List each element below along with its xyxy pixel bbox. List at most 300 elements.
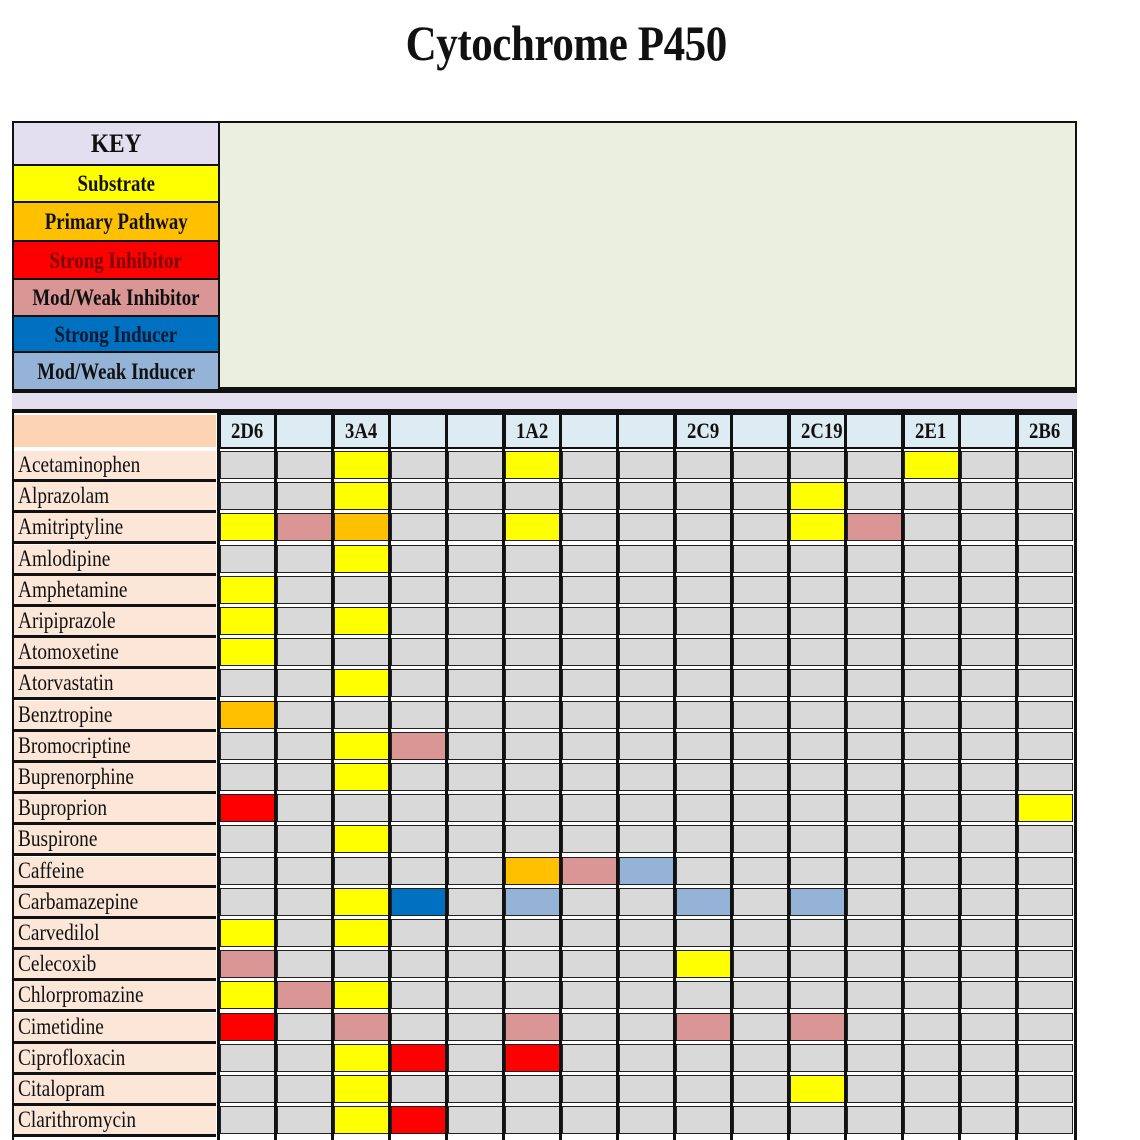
cell-mod-weak-inhibitor — [220, 950, 275, 978]
cell-empty — [961, 576, 1016, 604]
cell-substrate — [334, 669, 389, 697]
drug-name: Clarithromycin — [14, 1106, 216, 1134]
cell-empty — [562, 1106, 617, 1134]
cell-empty — [277, 732, 332, 760]
cell-empty — [619, 732, 674, 760]
cell-empty — [1018, 950, 1073, 978]
cell-empty — [961, 669, 1016, 697]
cell-empty — [562, 919, 617, 947]
cell-empty — [505, 919, 560, 947]
cell-empty — [448, 701, 503, 729]
cell-empty — [562, 981, 617, 1009]
cell-empty — [391, 981, 446, 1009]
cell-substrate — [220, 607, 275, 635]
cell-empty — [562, 794, 617, 822]
cell-empty — [448, 451, 503, 479]
cell-empty — [733, 638, 788, 666]
grid-vline — [388, 413, 391, 1140]
cell-empty — [562, 732, 617, 760]
cell-mod-weak-inhibitor — [847, 513, 902, 541]
cell-empty — [562, 1013, 617, 1041]
cell-empty — [619, 607, 674, 635]
cell-empty — [847, 669, 902, 697]
cell-empty — [1018, 1013, 1073, 1041]
cell-empty — [790, 732, 845, 760]
cell-empty — [904, 732, 959, 760]
cell-empty — [676, 763, 731, 791]
cell-empty — [904, 607, 959, 635]
cell-empty — [904, 638, 959, 666]
cell-empty — [676, 794, 731, 822]
cell-substrate — [220, 919, 275, 947]
cell-empty — [904, 576, 959, 604]
cell-empty — [904, 513, 959, 541]
cell-mod-weak-inducer — [505, 888, 560, 916]
cell-empty — [733, 763, 788, 791]
cell-empty — [676, 732, 731, 760]
grid-vline — [730, 413, 733, 1140]
cell-empty — [961, 825, 1016, 853]
grid-vline — [331, 413, 334, 1140]
cell-empty — [847, 763, 902, 791]
cell-substrate — [334, 825, 389, 853]
cell-empty — [790, 857, 845, 885]
cell-empty — [562, 701, 617, 729]
cell-substrate — [505, 451, 560, 479]
cell-empty — [733, 732, 788, 760]
cell-empty — [961, 732, 1016, 760]
drug-name: Buproprion — [14, 794, 216, 822]
cell-empty — [448, 763, 503, 791]
cell-empty — [334, 794, 389, 822]
enzyme-header-3a4: 3A4 — [333, 413, 504, 449]
cell-empty — [277, 825, 332, 853]
drug-name: Aripiprazole — [14, 607, 216, 635]
cell-empty — [961, 451, 1016, 479]
cell-substrate — [220, 981, 275, 1009]
drug-name: Cimetidine — [14, 1013, 216, 1041]
cell-empty — [277, 638, 332, 666]
cell-empty — [448, 732, 503, 760]
cell-substrate — [220, 576, 275, 604]
cell-empty — [904, 545, 959, 573]
cell-mod-weak-inducer — [790, 888, 845, 916]
cell-empty — [220, 1075, 275, 1103]
cell-empty — [904, 763, 959, 791]
cell-empty — [676, 607, 731, 635]
cell-empty — [448, 981, 503, 1009]
cell-empty — [961, 1075, 1016, 1103]
cell-empty — [961, 545, 1016, 573]
cell-empty — [562, 1075, 617, 1103]
cell-empty — [676, 638, 731, 666]
cell-empty — [847, 888, 902, 916]
key-item-substrate: Substrate — [14, 166, 218, 203]
cell-strong-inhibitor — [220, 794, 275, 822]
cell-empty — [619, 669, 674, 697]
cell-empty — [676, 1075, 731, 1103]
cell-empty — [619, 513, 674, 541]
cell-empty — [733, 950, 788, 978]
cell-empty — [733, 576, 788, 604]
cell-substrate — [334, 888, 389, 916]
cell-strong-inhibitor — [391, 1106, 446, 1134]
cell-mod-weak-inducer — [676, 888, 731, 916]
cell-empty — [334, 950, 389, 978]
cell-empty — [733, 482, 788, 510]
cell-empty — [220, 669, 275, 697]
grid-vline — [502, 413, 505, 1140]
cell-empty — [391, 576, 446, 604]
cell-empty — [505, 1106, 560, 1134]
cell-mod-weak-inhibitor — [334, 1013, 389, 1041]
key-title: KEY — [14, 123, 218, 166]
drug-name: Atomoxetine — [14, 638, 216, 666]
cell-mod-weak-inducer — [619, 857, 674, 885]
cell-empty — [391, 919, 446, 947]
cell-empty — [505, 1075, 560, 1103]
cell-empty — [505, 576, 560, 604]
cell-empty — [1018, 576, 1073, 604]
cell-empty — [1018, 545, 1073, 573]
cell-empty — [676, 1106, 731, 1134]
cell-empty — [562, 451, 617, 479]
cell-empty — [448, 888, 503, 916]
cell-mod-weak-inhibitor — [391, 732, 446, 760]
cell-substrate — [505, 513, 560, 541]
cell-empty — [334, 638, 389, 666]
drug-name: Amphetamine — [14, 576, 216, 604]
cell-mod-weak-inhibitor — [277, 981, 332, 1009]
row-separator — [14, 1009, 216, 1012]
drug-name: Benztropine — [14, 701, 216, 729]
cell-substrate — [334, 482, 389, 510]
cell-empty — [277, 1075, 332, 1103]
cell-empty — [391, 950, 446, 978]
cell-empty — [847, 576, 902, 604]
row-separator — [14, 541, 216, 544]
cell-empty — [904, 1044, 959, 1072]
cell-empty — [961, 638, 1016, 666]
cell-empty — [904, 1106, 959, 1134]
cell-empty — [733, 1106, 788, 1134]
cell-empty — [391, 482, 446, 510]
cell-empty — [562, 669, 617, 697]
grid-vline — [787, 413, 790, 1140]
cell-empty — [619, 1075, 674, 1103]
cell-strong-inhibitor — [505, 1044, 560, 1072]
cell-empty — [733, 825, 788, 853]
cell-empty — [562, 763, 617, 791]
cell-substrate — [1018, 794, 1073, 822]
cell-empty — [847, 482, 902, 510]
cell-empty — [220, 451, 275, 479]
drug-name: Acetaminophen — [14, 451, 216, 479]
cell-empty — [904, 669, 959, 697]
cell-substrate — [334, 1075, 389, 1103]
cell-empty — [1018, 732, 1073, 760]
cell-empty — [961, 482, 1016, 510]
cell-empty — [619, 981, 674, 1009]
cell-empty — [391, 669, 446, 697]
cell-empty — [904, 825, 959, 853]
cell-empty — [1018, 1075, 1073, 1103]
cell-empty — [733, 919, 788, 947]
cell-empty — [847, 1044, 902, 1072]
cell-empty — [505, 607, 560, 635]
cell-empty — [676, 545, 731, 573]
cell-empty — [904, 950, 959, 978]
cell-empty — [562, 482, 617, 510]
cell-empty — [277, 1106, 332, 1134]
cell-empty — [277, 545, 332, 573]
key-item-strong-inhibitor: Strong Inhibitor — [14, 242, 218, 280]
grid-vline — [217, 413, 220, 1140]
cell-empty — [676, 513, 731, 541]
header-corner — [14, 415, 216, 447]
drug-name: Bromocriptine — [14, 732, 216, 760]
cell-empty — [448, 1044, 503, 1072]
cell-empty — [676, 576, 731, 604]
grid-vline — [1074, 413, 1077, 1140]
cell-empty — [391, 794, 446, 822]
cell-empty — [562, 513, 617, 541]
cell-empty — [790, 763, 845, 791]
cell-empty — [562, 576, 617, 604]
grid-vline — [616, 413, 619, 1140]
cell-empty — [790, 607, 845, 635]
cell-empty — [1018, 638, 1073, 666]
cell-empty — [391, 857, 446, 885]
cell-empty — [847, 1013, 902, 1041]
cell-empty — [448, 482, 503, 510]
cell-empty — [676, 919, 731, 947]
drug-name: Buspirone — [14, 825, 216, 853]
cell-empty — [904, 1075, 959, 1103]
cell-empty — [277, 857, 332, 885]
cell-empty — [391, 545, 446, 573]
cell-empty — [1018, 981, 1073, 1009]
cell-empty — [1018, 857, 1073, 885]
drug-name: Amlodipine — [14, 545, 216, 573]
cell-empty — [847, 794, 902, 822]
cell-empty — [619, 701, 674, 729]
cell-empty — [733, 857, 788, 885]
cell-empty — [562, 607, 617, 635]
cell-empty — [847, 701, 902, 729]
cell-empty — [961, 701, 1016, 729]
cell-empty — [277, 950, 332, 978]
cell-empty — [391, 825, 446, 853]
cell-empty — [847, 919, 902, 947]
cell-empty — [790, 794, 845, 822]
cell-empty — [961, 1106, 1016, 1134]
cell-empty — [619, 950, 674, 978]
cell-substrate — [334, 732, 389, 760]
cell-empty — [619, 794, 674, 822]
cell-empty — [505, 950, 560, 978]
cell-empty — [562, 825, 617, 853]
cell-empty — [505, 701, 560, 729]
cell-substrate — [334, 763, 389, 791]
cell-empty — [505, 638, 560, 666]
cell-empty — [847, 451, 902, 479]
drug-name: Atorvastatin — [14, 669, 216, 697]
cell-substrate — [334, 919, 389, 947]
enzyme-header-2d6: 2D6 — [219, 413, 333, 449]
cell-empty — [847, 732, 902, 760]
cell-empty — [448, 576, 503, 604]
cell-empty — [562, 1044, 617, 1072]
cell-empty — [448, 669, 503, 697]
cell-empty — [391, 701, 446, 729]
cell-empty — [904, 701, 959, 729]
cell-empty — [1018, 482, 1073, 510]
cell-empty — [961, 513, 1016, 541]
cell-empty — [277, 669, 332, 697]
cell-empty — [847, 638, 902, 666]
cell-empty — [961, 763, 1016, 791]
cell-empty — [619, 482, 674, 510]
enzyme-header-2c9: 2C9 — [675, 413, 789, 449]
cell-empty — [448, 638, 503, 666]
cell-substrate — [334, 1044, 389, 1072]
cell-empty — [733, 513, 788, 541]
cell-empty — [676, 857, 731, 885]
cell-empty — [505, 545, 560, 573]
cell-empty — [961, 981, 1016, 1009]
drug-name: Chlorpromazine — [14, 981, 216, 1009]
cell-empty — [790, 919, 845, 947]
cell-empty — [448, 919, 503, 947]
cell-substrate — [790, 1075, 845, 1103]
cell-empty — [904, 888, 959, 916]
drug-name: Carbamazepine — [14, 888, 216, 916]
cell-empty — [448, 825, 503, 853]
cell-empty — [733, 888, 788, 916]
cell-empty — [961, 1044, 1016, 1072]
drug-name: Citalopram — [14, 1075, 216, 1103]
cell-empty — [1018, 607, 1073, 635]
cell-empty — [277, 763, 332, 791]
cell-empty — [790, 1106, 845, 1134]
cell-primary — [220, 701, 275, 729]
key-item-primary: Primary Pathway — [14, 203, 218, 242]
cell-empty — [847, 825, 902, 853]
cell-empty — [334, 857, 389, 885]
cell-mod-weak-inhibitor — [676, 1013, 731, 1041]
cell-empty — [1018, 701, 1073, 729]
cell-empty — [847, 1075, 902, 1103]
cell-empty — [733, 451, 788, 479]
cell-mod-weak-inhibitor — [562, 857, 617, 885]
cell-empty — [1018, 513, 1073, 541]
cell-substrate — [220, 513, 275, 541]
cell-empty — [1018, 763, 1073, 791]
cell-empty — [1018, 1106, 1073, 1134]
cell-substrate — [334, 545, 389, 573]
cell-substrate — [334, 1106, 389, 1134]
cell-empty — [505, 732, 560, 760]
cell-empty — [619, 1106, 674, 1134]
cell-empty — [220, 857, 275, 885]
grid-vline — [445, 413, 448, 1140]
cell-empty — [391, 513, 446, 541]
cell-substrate — [790, 513, 845, 541]
section-divider — [12, 389, 1077, 413]
cell-substrate — [334, 981, 389, 1009]
grid-vline — [12, 413, 14, 1140]
drug-name: Celecoxib — [14, 950, 216, 978]
cell-empty — [961, 888, 1016, 916]
cell-empty — [790, 950, 845, 978]
cell-empty — [505, 669, 560, 697]
cell-empty — [961, 919, 1016, 947]
enzyme-header-2b6: 2B6 — [1017, 413, 1074, 449]
cell-strong-inhibitor — [220, 1013, 275, 1041]
cell-empty — [619, 1013, 674, 1041]
cell-empty — [790, 981, 845, 1009]
cell-empty — [277, 794, 332, 822]
cell-substrate — [790, 482, 845, 510]
cell-empty — [1018, 1044, 1073, 1072]
cell-empty — [733, 981, 788, 1009]
cell-empty — [448, 1013, 503, 1041]
cell-empty — [961, 857, 1016, 885]
cell-empty — [277, 482, 332, 510]
cell-substrate — [904, 451, 959, 479]
cell-empty — [505, 981, 560, 1009]
cell-empty — [448, 950, 503, 978]
cell-empty — [790, 545, 845, 573]
cell-empty — [391, 638, 446, 666]
cell-empty — [1018, 919, 1073, 947]
cell-empty — [220, 482, 275, 510]
cell-empty — [847, 857, 902, 885]
cell-empty — [961, 794, 1016, 822]
cell-empty — [220, 763, 275, 791]
drug-name: Ciprofloxacin — [14, 1044, 216, 1072]
cell-empty — [448, 513, 503, 541]
cell-empty — [448, 857, 503, 885]
drug-name: Amitriptyline — [14, 513, 216, 541]
cell-empty — [1018, 669, 1073, 697]
cell-empty — [790, 669, 845, 697]
cell-empty — [733, 794, 788, 822]
grid-vline — [844, 413, 847, 1140]
grid-vline — [274, 413, 277, 1140]
drug-name: Caffeine — [14, 857, 216, 885]
cell-empty — [676, 482, 731, 510]
cell-empty — [790, 701, 845, 729]
cell-substrate — [220, 638, 275, 666]
cell-empty — [334, 576, 389, 604]
cell-primary — [334, 513, 389, 541]
cell-empty — [733, 607, 788, 635]
cell-empty — [619, 763, 674, 791]
cell-empty — [220, 1106, 275, 1134]
grid-vline — [958, 413, 961, 1140]
cell-empty — [220, 1044, 275, 1072]
cell-empty — [676, 669, 731, 697]
cell-empty — [334, 701, 389, 729]
cell-empty — [676, 1044, 731, 1072]
cell-empty — [619, 919, 674, 947]
cell-empty — [220, 825, 275, 853]
enzyme-header-2e1: 2E1 — [903, 413, 1017, 449]
cell-empty — [448, 1075, 503, 1103]
row-separator — [14, 1134, 216, 1137]
